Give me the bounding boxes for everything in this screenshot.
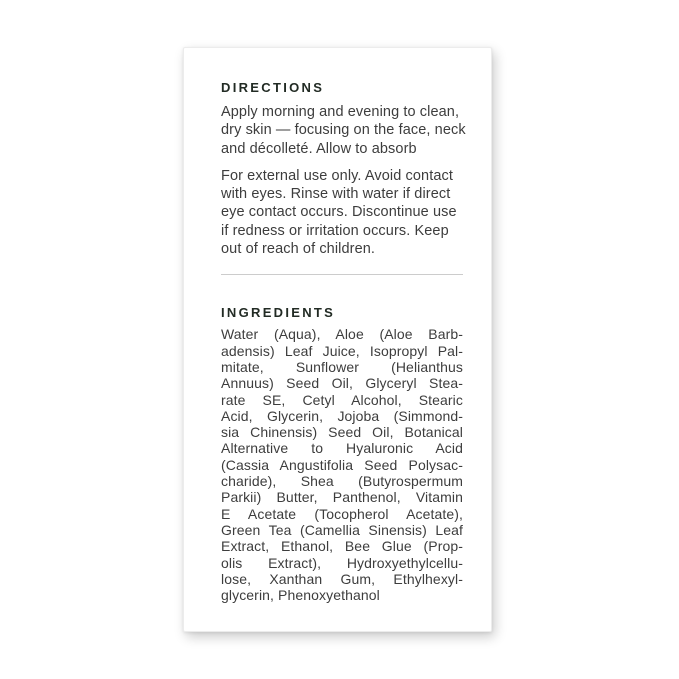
product-label-panel — [183, 47, 492, 632]
ingredients-list-text: Water (Aqua), Aloe (Aloe Barb- adensis) Leaf Juice, Isopropyl Pal- mitate, Sunflower (Helianthus Annuus) Seed Oil, Glyceryl Stea- rate SE, Cetyl Alcohol, Stearic Acid, Glycerin, Jojoba (Simmond- sia Chinensis) Seed Oil, Botanical Alternative to Hyaluronic Acid (Cassia Angustifolia Seed Polysac- charide), Shea (Butyrospermum Parkii) Butter, Panthenol, Vitamin E Acetate (Tocopherol Acetate), Green Tea (Camellia Sinensis) Leaf Extract, Ethanol, Bee Glue (Prop- olis Extract), Hydroxyethylcellu- lose, Xanthan Gum, Ethylhexyl- glycerin, Phenoxyethanol — [221, 326, 463, 604]
directions-heading: DIRECTIONS — [221, 80, 325, 95]
directions-warning-paragraph: For external use only. Avoid contact with eyes. Rinse with water if direct eye contact occurs. Discontinue use if redness or irritation occurs. Keep out of reach of children. — [221, 167, 457, 258]
section-divider — [221, 274, 463, 275]
directions-usage-paragraph: Apply morning and evening to clean, dry skin — focusing on the face, neck and décolleté. Allow to absorb — [221, 104, 466, 157]
ingredients-heading: INGREDIENTS — [221, 305, 336, 321]
